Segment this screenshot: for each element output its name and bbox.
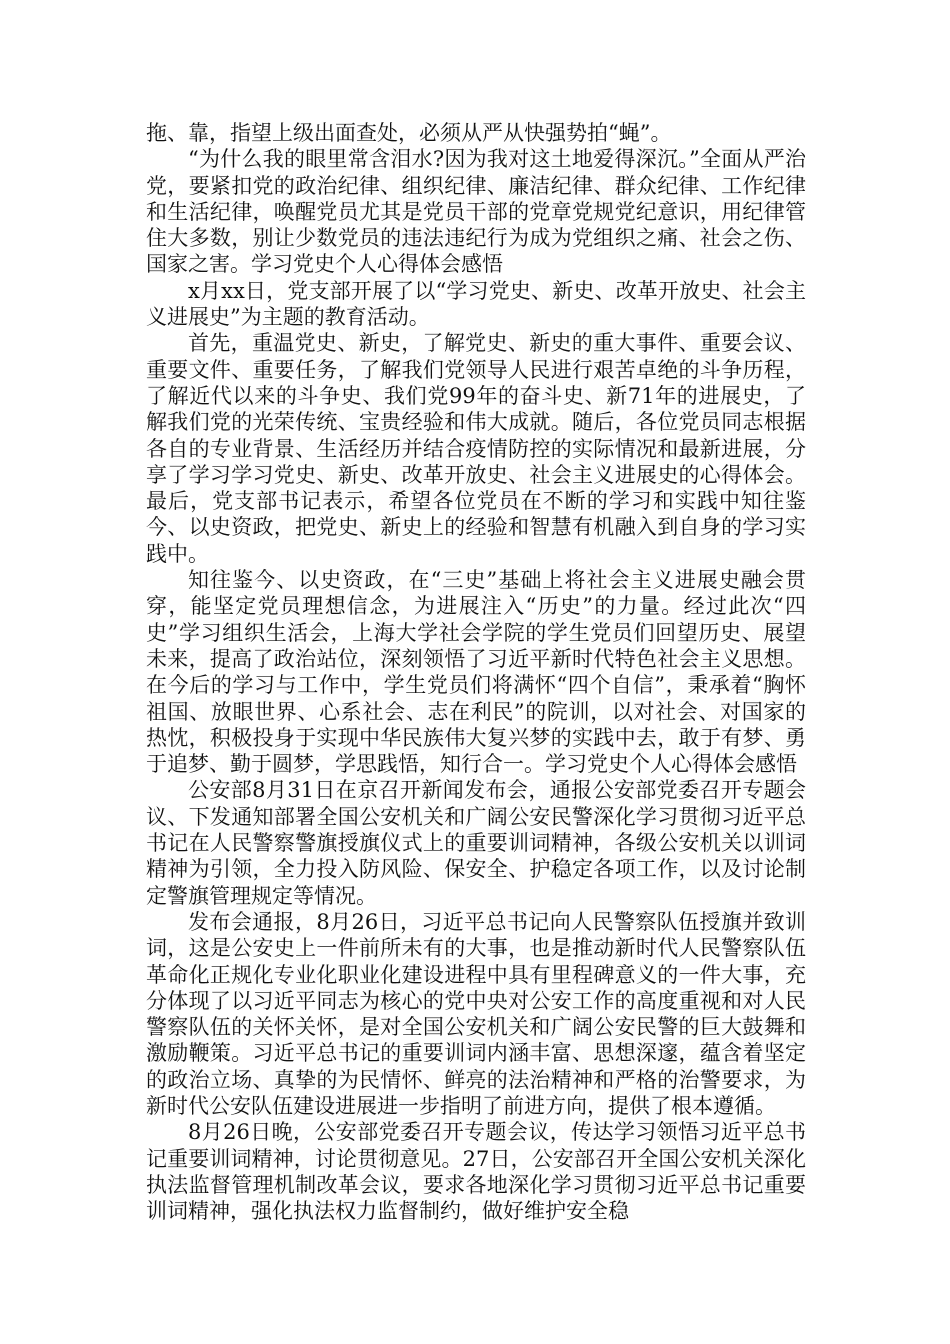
paragraph-5: 知往鉴今、以史资政，在“三史”基础上将社会主义进展史融会贯穿，能坚定党员理想信念，为进展注入“历史”的力量。经过此次“四史”学习组织生活会，上海大学社会学院的学生党员们回望历史、展望未来，提高了政治站位，深刻领悟了习近平新时代特色社会主义思想。在今后的学习与工作中，学生党员们将满怀“四个自信”，秉承着“胸怀祖国、放眼世界、心系社会、志在利民”的院训，以对社会、对国家的热忱，积极投身于实现中华民族伟大复兴梦的实践中去，敢于有梦、勇于追梦、勤于圆梦，学思践悟，知行合一。学习党史个人心得体会感悟 bbox=[146, 568, 806, 777]
paragraph-3: x月xx日，党支部开展了以“学习党史、新史、改革开放史、社会主义进展史”为主题的教育活动。 bbox=[146, 278, 806, 330]
paragraph-8: 8月26日晚，公安部党委召开专题会议，传达学习领悟习近平总书记重要训词精神，讨论贯彻意见。27日，公安部召开全国公安机关深化执法监督管理机制改革会议，要求各地深化学习贯彻习近平总书记重要训词精神，强化执法权力监督制约，做好维护安全稳 bbox=[146, 1120, 806, 1224]
paragraph-4: 首先，重温党史、新史，了解党史、新史的重大事件、重要会议、重要文件、重要任务，了解我们党领导人民进行艰苦卓绝的斗争历程，了解近代以来的斗争史、我们党99年的奋斗史、新71年的进展史，了解我们党的光荣传统、宝贵经验和伟大成就。随后，各位党员同志根据各自的专业背景、生活经历并结合疫情防控的实际情况和最新进展，分享了学习学习党史、新史、改革开放史、社会主义进展史的心得体会。最后，党支部书记表示，希望各位党员在不断的学习和实践中知往鉴今、以史资政，把党史、新史上的经验和智慧有机融入到自身的学习实践中。 bbox=[146, 331, 806, 566]
paragraph-1: 拖、靠，指望上级出面查处，必须从严从快强势拍“蝇”。 bbox=[146, 121, 672, 145]
paragraph-6: 公安部8月31日在京召开新闻发布会，通报公安部党委召开专题会议、下发通知部署全国公安机关和广阔公安民警深化学习贯彻习近平总书记在人民警察警旗授旗仪式上的重要训词精神，各级公安机关以训词精神为引领，全力投入防风险、保安全、护稳定各项工作，以及讨论制定警旗管理规定等情况。 bbox=[146, 778, 806, 908]
document-body bbox=[146, 120, 806, 1224]
paragraph-7: 发布会通报，8月26日，习近平总书记向人民警察队伍授旗并致训词，这是公安史上一件前所未有的大事，也是推动新时代人民警察队伍革命化正规化专业化职业化建设进程中具有里程碑意义的一件大事，充分体现了以习近平同志为核心的党中央对公安工作的高度重视和对人民警察队伍的关怀关怀，是对全国公安机关和广阔公安民警的巨大鼓舞和激励鞭策。习近平总书记的重要训词内涵丰富、思想深邃，蕴含着坚定的政治立场、真挚的为民情怀、鲜亮的法治精神和严格的治警要求，为新时代公安队伍建设进展进一步指明了前进方向，提供了根本遵循。 bbox=[146, 909, 806, 1118]
paragraph-2: “为什么我的眼里常含泪水?因为我对这土地爱得深沉。”全面从严治党，要紧扣党的政治纪律、组织纪律、廉洁纪律、群众纪律、工作纪律和生活纪律，唤醒党员尤其是党员干部的党章党规党纪意识，用纪律管住大多数，别让少数党员的违法违纪行为成为党组织之痛、社会之伤、国家之害。学习党史个人心得体会感悟 bbox=[146, 147, 806, 277]
